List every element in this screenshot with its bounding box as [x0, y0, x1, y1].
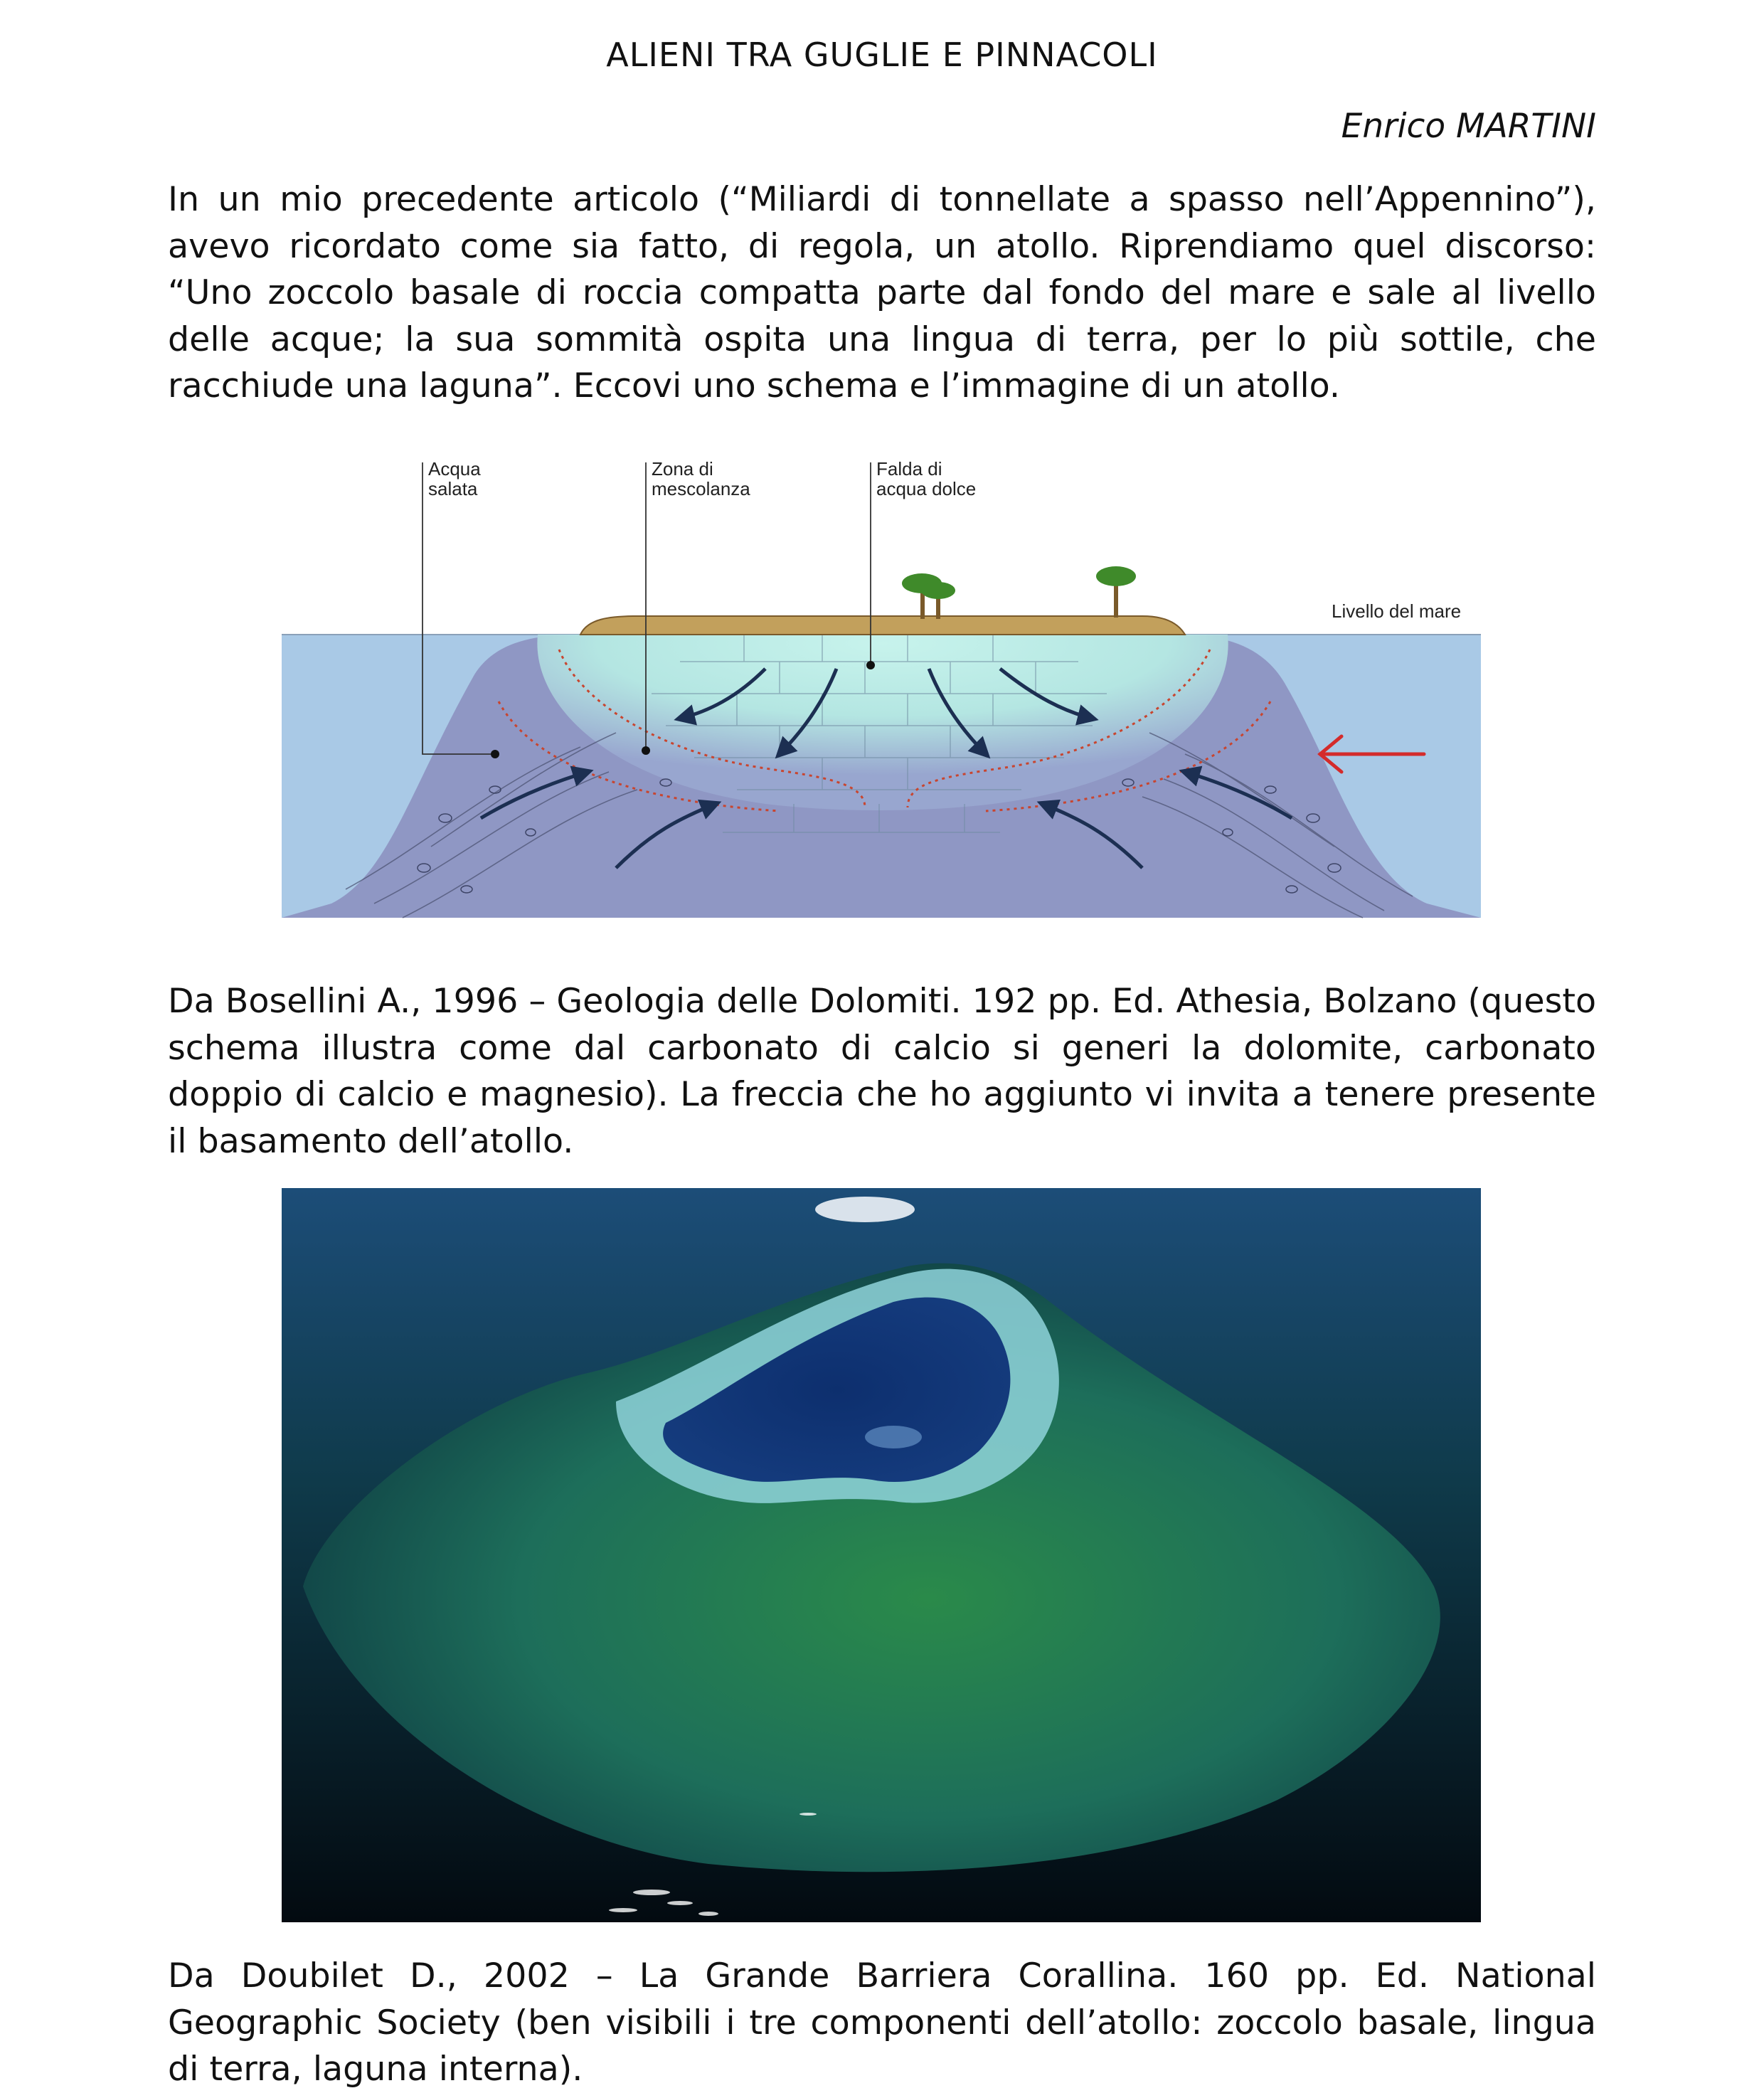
- label-freshwater-2: acqua dolce: [876, 478, 977, 499]
- page-title: ALIENI TRA GUGLIE E PINNACOLI: [606, 36, 1158, 74]
- intro-paragraph: In un mio precedente articolo (“Miliardi di tonnellate a spasso nell’Appennino”), avevo ricordato come sia fatto, di regola, un atollo. Riprendiamo quel discorso: “Uno zoccolo basale di roccia compatta parte dal fondo del mare e sale al livello delle acque; la sua sommità ospita una lingua di terra, per lo più sottile, che racchiude una laguna”. Eccovi uno schema e l’immagine di un atollo.: [168, 180, 1596, 406]
- palm-trees: [902, 566, 1136, 619]
- freshwater-dot: [866, 661, 875, 669]
- island-crust: [580, 616, 1185, 635]
- atoll-diagram: [282, 448, 1481, 932]
- label-mixing-zone-2: mescolanza: [652, 478, 750, 499]
- label-freshwater-1: Falda di: [876, 458, 942, 479]
- lagoon-cloud-reflection: [865, 1426, 922, 1448]
- label-salt-water-1: Acqua: [428, 458, 481, 479]
- photo-caption: Da Doubilet D., 2002 – La Grande Barriera Corallina. 160 pp. Ed. National Geographic Society (ben visibili i tre componenti dell’atollo: zoccolo basale, lingua di terra, laguna interna).: [168, 1956, 1596, 2089]
- label-mixing-zone-1: Zona di: [652, 458, 713, 479]
- salt-water-dot: [491, 750, 499, 758]
- label-sea-level: Livello del mare: [1332, 600, 1462, 622]
- diagram-caption: Da Bosellini A., 1996 – Geologia delle Dolomiti. 192 pp. Ed. Athesia, Bolzano (questo schema illustra come dal carbonato di calcio si generi la dolomite, carbonato doppio di calcio e magnesio). La freccia che ho aggiunto vi invita a tenere presente il basamento dell’atollo.: [168, 982, 1596, 1161]
- atoll-photo: [282, 1188, 1481, 1922]
- cloud: [815, 1197, 915, 1222]
- label-salt-water-2: salata: [428, 478, 478, 499]
- mixing-zone-dot: [642, 746, 650, 755]
- author-name: Enrico MARTINI: [1341, 107, 1596, 146]
